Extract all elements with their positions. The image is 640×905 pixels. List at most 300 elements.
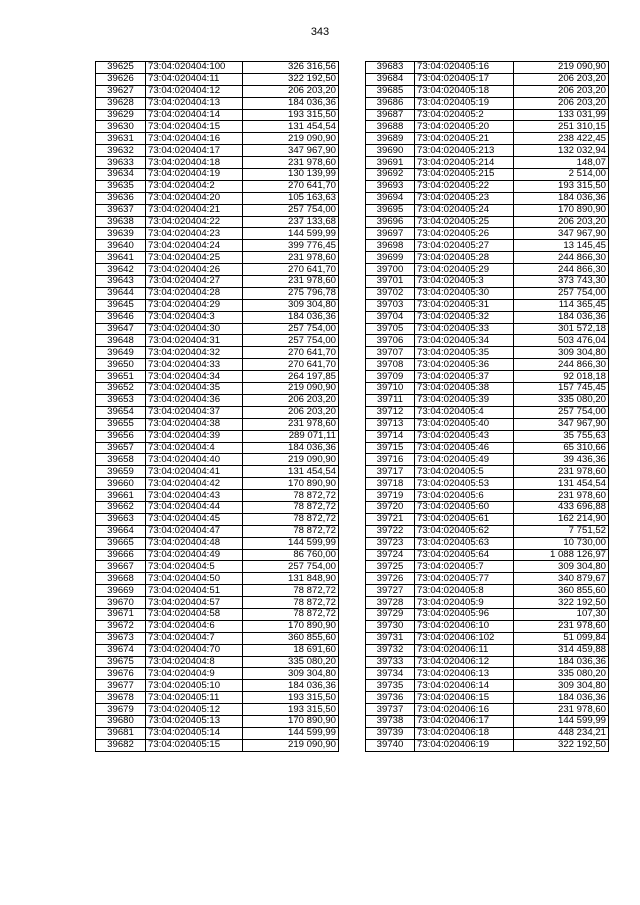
cadastral-value: 219 090,90 bbox=[514, 62, 609, 74]
row-number: 39662 bbox=[96, 501, 146, 513]
table-row bbox=[96, 680, 339, 692]
table-row bbox=[96, 371, 339, 383]
cadastral-value: 322 192,50 bbox=[514, 739, 609, 751]
row-number: 39644 bbox=[96, 287, 146, 299]
cadastral-number: 73:04:020405:35 bbox=[415, 347, 514, 359]
cadastral-number: 73:04:020405:34 bbox=[415, 335, 514, 347]
table-row bbox=[366, 513, 609, 525]
cadastral-number: 73:04:020405:15 bbox=[146, 739, 243, 751]
cadastral-number: 73:04:020406:17 bbox=[415, 715, 514, 727]
cadastral-number: 73:04:020404:47 bbox=[146, 525, 243, 537]
cadastral-number: 73:04:020405:11 bbox=[146, 692, 243, 704]
table-row bbox=[366, 299, 609, 311]
cadastral-value: 170 890,90 bbox=[243, 478, 339, 490]
table-row bbox=[96, 252, 339, 264]
cadastral-number: 73:04:020404:9 bbox=[146, 668, 243, 680]
cadastral-number: 73:04:020404:38 bbox=[146, 418, 243, 430]
cadastral-value: 131 454,54 bbox=[243, 466, 339, 478]
cadastral-value: 193 315,50 bbox=[243, 704, 339, 716]
table-row bbox=[96, 597, 339, 609]
row-number: 39680 bbox=[96, 715, 146, 727]
cadastral-value: 301 572,18 bbox=[514, 323, 609, 335]
cadastral-value: 51 099,84 bbox=[514, 632, 609, 644]
cadastral-number: 73:04:020405:5 bbox=[415, 466, 514, 478]
cadastral-number: 73:04:020404:49 bbox=[146, 549, 243, 561]
row-number: 39676 bbox=[96, 668, 146, 680]
row-number: 39653 bbox=[96, 394, 146, 406]
table-row bbox=[366, 264, 609, 276]
cadastral-number: 73:04:020405:64 bbox=[415, 549, 514, 561]
row-number: 39636 bbox=[96, 192, 146, 204]
cadastral-value: 257 754,00 bbox=[514, 287, 609, 299]
cadastral-number: 73:04:020405:25 bbox=[415, 216, 514, 228]
cadastral-table-left bbox=[95, 61, 339, 752]
cadastral-number: 73:04:020405:38 bbox=[415, 383, 514, 395]
cadastral-number: 73:04:020404:7 bbox=[146, 632, 243, 644]
cadastral-value: 92 018,18 bbox=[514, 371, 609, 383]
cadastral-value: 7 751,52 bbox=[514, 525, 609, 537]
row-number: 39708 bbox=[366, 359, 415, 371]
cadastral-value: 2 514,00 bbox=[514, 169, 609, 181]
table-row bbox=[96, 739, 339, 751]
row-number: 39740 bbox=[366, 739, 415, 751]
cadastral-value: 244 866,30 bbox=[514, 264, 609, 276]
cadastral-number: 73:04:020404:33 bbox=[146, 359, 243, 371]
row-number: 39629 bbox=[96, 109, 146, 121]
table-row bbox=[366, 406, 609, 418]
row-number: 39737 bbox=[366, 704, 415, 716]
cadastral-number: 73:04:020404:18 bbox=[146, 157, 243, 169]
table-row bbox=[96, 216, 339, 228]
cadastral-number: 73:04:020405:49 bbox=[415, 454, 514, 466]
row-number: 39714 bbox=[366, 430, 415, 442]
cadastral-value: 360 855,60 bbox=[514, 585, 609, 597]
cadastral-number: 73:04:020406:102 bbox=[415, 632, 514, 644]
cadastral-value: 347 967,90 bbox=[243, 145, 339, 157]
table-row bbox=[96, 668, 339, 680]
cadastral-value: 184 036,36 bbox=[514, 192, 609, 204]
row-number: 39697 bbox=[366, 228, 415, 240]
cadastral-number: 73:04:020405:43 bbox=[415, 430, 514, 442]
cadastral-value: 326 316,56 bbox=[243, 62, 339, 74]
table-row bbox=[366, 430, 609, 442]
cadastral-value: 309 304,80 bbox=[514, 347, 609, 359]
table-row bbox=[366, 561, 609, 573]
cadastral-number: 73:04:020405:213 bbox=[415, 145, 514, 157]
table-row bbox=[96, 145, 339, 157]
cadastral-number: 73:04:020405:33 bbox=[415, 323, 514, 335]
cadastral-value: 131 454,54 bbox=[243, 121, 339, 133]
row-number: 39626 bbox=[96, 73, 146, 85]
row-number: 39715 bbox=[366, 442, 415, 454]
table-row bbox=[366, 739, 609, 751]
table-row bbox=[366, 466, 609, 478]
cadastral-number: 73:04:020406:11 bbox=[415, 644, 514, 656]
table-row bbox=[96, 430, 339, 442]
table-row bbox=[96, 490, 339, 502]
cadastral-number: 73:04:020406:19 bbox=[415, 739, 514, 751]
row-number: 39646 bbox=[96, 311, 146, 323]
cadastral-number: 73:04:020405:3 bbox=[415, 276, 514, 288]
row-number: 39652 bbox=[96, 383, 146, 395]
row-number: 39696 bbox=[366, 216, 415, 228]
cadastral-number: 73:04:020405:23 bbox=[415, 192, 514, 204]
row-number: 39657 bbox=[96, 442, 146, 454]
row-number: 39699 bbox=[366, 252, 415, 264]
cadastral-number: 73:04:020405:14 bbox=[146, 727, 243, 739]
table-row bbox=[366, 204, 609, 216]
row-number: 39651 bbox=[96, 371, 146, 383]
cadastral-table-right bbox=[365, 61, 609, 752]
row-number: 39641 bbox=[96, 252, 146, 264]
cadastral-value: 335 080,20 bbox=[514, 668, 609, 680]
table-row bbox=[96, 73, 339, 85]
cadastral-value: 270 641,70 bbox=[243, 264, 339, 276]
row-number: 39639 bbox=[96, 228, 146, 240]
table-row bbox=[366, 240, 609, 252]
cadastral-value: 157 745,45 bbox=[514, 383, 609, 395]
cadastral-number: 73:04:020404:5 bbox=[146, 561, 243, 573]
row-number: 39667 bbox=[96, 561, 146, 573]
cadastral-value: 257 754,00 bbox=[243, 561, 339, 573]
cadastral-value: 206 203,20 bbox=[514, 216, 609, 228]
cadastral-number: 73:04:020404:27 bbox=[146, 276, 243, 288]
row-number: 39645 bbox=[96, 299, 146, 311]
row-number: 39727 bbox=[366, 585, 415, 597]
cadastral-number: 73:04:020404:51 bbox=[146, 585, 243, 597]
cadastral-value: 65 310,66 bbox=[514, 442, 609, 454]
table-row bbox=[366, 680, 609, 692]
table-row bbox=[366, 727, 609, 739]
cadastral-number: 73:04:020404:100 bbox=[146, 62, 243, 74]
row-number: 39659 bbox=[96, 466, 146, 478]
table-row bbox=[96, 157, 339, 169]
cadastral-number: 73:04:020405:29 bbox=[415, 264, 514, 276]
table-row bbox=[96, 133, 339, 145]
table-row bbox=[96, 466, 339, 478]
table-row bbox=[366, 537, 609, 549]
table-row bbox=[366, 85, 609, 97]
cadastral-number: 73:04:020405:62 bbox=[415, 525, 514, 537]
cadastral-value: 264 197,85 bbox=[243, 371, 339, 383]
table-row bbox=[366, 632, 609, 644]
cadastral-number: 73:04:020406:15 bbox=[415, 692, 514, 704]
table-row bbox=[366, 597, 609, 609]
table-row bbox=[366, 169, 609, 181]
cadastral-value: 270 641,70 bbox=[243, 347, 339, 359]
cadastral-value: 35 755,63 bbox=[514, 430, 609, 442]
cadastral-value: 503 476,04 bbox=[514, 335, 609, 347]
cadastral-number: 73:04:020405:53 bbox=[415, 478, 514, 490]
cadastral-number: 73:04:020405:31 bbox=[415, 299, 514, 311]
cadastral-value: 131 848,90 bbox=[243, 573, 339, 585]
cadastral-number: 73:04:020405:8 bbox=[415, 585, 514, 597]
row-number: 39722 bbox=[366, 525, 415, 537]
cadastral-value: 144 599,99 bbox=[243, 537, 339, 549]
table-row bbox=[96, 109, 339, 121]
row-number: 39700 bbox=[366, 264, 415, 276]
row-number: 39723 bbox=[366, 537, 415, 549]
row-number: 39677 bbox=[96, 680, 146, 692]
table-row bbox=[366, 644, 609, 656]
table-row bbox=[366, 549, 609, 561]
row-number: 39736 bbox=[366, 692, 415, 704]
cadastral-value: 251 310,15 bbox=[514, 121, 609, 133]
row-number: 39668 bbox=[96, 573, 146, 585]
cadastral-number: 73:04:020404:42 bbox=[146, 478, 243, 490]
cadastral-number: 73:04:020404:2 bbox=[146, 180, 243, 192]
table-row bbox=[96, 287, 339, 299]
cadastral-value: 322 192,50 bbox=[514, 597, 609, 609]
table-row bbox=[96, 561, 339, 573]
row-number: 39720 bbox=[366, 501, 415, 513]
row-number: 39674 bbox=[96, 644, 146, 656]
cadastral-value: 78 872,72 bbox=[243, 501, 339, 513]
cadastral-number: 73:04:020405:30 bbox=[415, 287, 514, 299]
table-row bbox=[366, 192, 609, 204]
cadastral-number: 73:04:020404:24 bbox=[146, 240, 243, 252]
row-number: 39698 bbox=[366, 240, 415, 252]
row-number: 39671 bbox=[96, 608, 146, 620]
table-row bbox=[96, 359, 339, 371]
cadastral-value: 133 031,99 bbox=[514, 109, 609, 121]
table-row bbox=[366, 490, 609, 502]
row-number: 39691 bbox=[366, 157, 415, 169]
row-number: 39655 bbox=[96, 418, 146, 430]
row-number: 39705 bbox=[366, 323, 415, 335]
row-number: 39735 bbox=[366, 680, 415, 692]
cadastral-value: 78 872,72 bbox=[243, 597, 339, 609]
cadastral-number: 73:04:020405:20 bbox=[415, 121, 514, 133]
cadastral-number: 73:04:020404:32 bbox=[146, 347, 243, 359]
table-row bbox=[366, 359, 609, 371]
table-row bbox=[366, 668, 609, 680]
cadastral-number: 73:04:020405:16 bbox=[415, 62, 514, 74]
table-row bbox=[96, 692, 339, 704]
cadastral-value: 193 315,50 bbox=[514, 180, 609, 192]
row-number: 39663 bbox=[96, 513, 146, 525]
cadastral-number: 73:04:020405:6 bbox=[415, 490, 514, 502]
table-row bbox=[96, 656, 339, 668]
cadastral-number: 73:04:020405:7 bbox=[415, 561, 514, 573]
table-row bbox=[366, 371, 609, 383]
cadastral-value: 184 036,36 bbox=[514, 656, 609, 668]
cadastral-value: 206 203,20 bbox=[243, 394, 339, 406]
page-number: 343 bbox=[310, 26, 330, 38]
cadastral-number: 73:04:020404:40 bbox=[146, 454, 243, 466]
row-number: 39692 bbox=[366, 169, 415, 181]
cadastral-number: 73:04:020404:4 bbox=[146, 442, 243, 454]
cadastral-number: 73:04:020404:29 bbox=[146, 299, 243, 311]
row-number: 39628 bbox=[96, 97, 146, 109]
row-number: 39627 bbox=[96, 85, 146, 97]
table-row bbox=[96, 585, 339, 597]
cadastral-value: 231 978,60 bbox=[243, 276, 339, 288]
cadastral-value: 309 304,80 bbox=[514, 680, 609, 692]
cadastral-number: 73:04:020405:77 bbox=[415, 573, 514, 585]
cadastral-value: 231 978,60 bbox=[514, 704, 609, 716]
row-number: 39683 bbox=[366, 62, 415, 74]
table-row bbox=[96, 192, 339, 204]
cadastral-value: 219 090,90 bbox=[243, 454, 339, 466]
cadastral-number: 73:04:020404:31 bbox=[146, 335, 243, 347]
table-row bbox=[366, 656, 609, 668]
table-row bbox=[96, 573, 339, 585]
cadastral-value: 231 978,60 bbox=[514, 490, 609, 502]
cadastral-number: 73:04:020404:20 bbox=[146, 192, 243, 204]
cadastral-number: 73:04:020406:16 bbox=[415, 704, 514, 716]
cadastral-value: 309 304,80 bbox=[243, 668, 339, 680]
row-number: 39649 bbox=[96, 347, 146, 359]
row-number: 39694 bbox=[366, 192, 415, 204]
cadastral-value: 206 203,20 bbox=[514, 73, 609, 85]
cadastral-value: 39 436,36 bbox=[514, 454, 609, 466]
cadastral-value: 340 879,67 bbox=[514, 573, 609, 585]
table-row bbox=[366, 252, 609, 264]
cadastral-number: 73:04:020404:34 bbox=[146, 371, 243, 383]
row-number: 39632 bbox=[96, 145, 146, 157]
table-row bbox=[96, 525, 339, 537]
cadastral-value: 237 133,68 bbox=[243, 216, 339, 228]
row-number: 39729 bbox=[366, 608, 415, 620]
table-row bbox=[366, 704, 609, 716]
table-row bbox=[96, 383, 339, 395]
row-number: 39710 bbox=[366, 383, 415, 395]
cadastral-number: 73:04:020404:37 bbox=[146, 406, 243, 418]
cadastral-value: 219 090,90 bbox=[243, 739, 339, 751]
table-row bbox=[366, 442, 609, 454]
cadastral-number: 73:04:020405:17 bbox=[415, 73, 514, 85]
cadastral-number: 73:04:020405:22 bbox=[415, 180, 514, 192]
row-number: 39679 bbox=[96, 704, 146, 716]
table-row bbox=[366, 454, 609, 466]
cadastral-value: 170 890,90 bbox=[243, 620, 339, 632]
row-number: 39686 bbox=[366, 97, 415, 109]
cadastral-value: 78 872,72 bbox=[243, 490, 339, 502]
cadastral-value: 114 365,45 bbox=[514, 299, 609, 311]
cadastral-value: 322 192,50 bbox=[243, 73, 339, 85]
cadastral-number: 73:04:020405:10 bbox=[146, 680, 243, 692]
table-row bbox=[366, 121, 609, 133]
table-row bbox=[96, 394, 339, 406]
cadastral-value: 13 145,45 bbox=[514, 240, 609, 252]
cadastral-number: 73:04:020404:28 bbox=[146, 287, 243, 299]
cadastral-number: 73:04:020404:70 bbox=[146, 644, 243, 656]
table-row bbox=[366, 394, 609, 406]
cadastral-value: 244 866,30 bbox=[514, 252, 609, 264]
table-row bbox=[96, 715, 339, 727]
cadastral-value: 132 032,94 bbox=[514, 145, 609, 157]
table-row bbox=[366, 180, 609, 192]
cadastral-value: 219 090,90 bbox=[243, 383, 339, 395]
cadastral-number: 73:04:020404:15 bbox=[146, 121, 243, 133]
row-number: 39724 bbox=[366, 549, 415, 561]
cadastral-value: 335 080,20 bbox=[514, 394, 609, 406]
cadastral-number: 73:04:020406:10 bbox=[415, 620, 514, 632]
cadastral-number: 73:04:020404:12 bbox=[146, 85, 243, 97]
cadastral-value: 144 599,99 bbox=[514, 715, 609, 727]
table-row bbox=[366, 501, 609, 513]
row-number: 39711 bbox=[366, 394, 415, 406]
cadastral-value: 433 696,88 bbox=[514, 501, 609, 513]
cadastral-number: 73:04:020404:44 bbox=[146, 501, 243, 513]
cadastral-number: 73:04:020404:45 bbox=[146, 513, 243, 525]
row-number: 39660 bbox=[96, 478, 146, 490]
cadastral-number: 73:04:020405:19 bbox=[415, 97, 514, 109]
cadastral-number: 73:04:020404:39 bbox=[146, 430, 243, 442]
row-number: 39661 bbox=[96, 490, 146, 502]
cadastral-value: 184 036,36 bbox=[243, 442, 339, 454]
cadastral-value: 148,07 bbox=[514, 157, 609, 169]
row-number: 39678 bbox=[96, 692, 146, 704]
table-row bbox=[366, 478, 609, 490]
cadastral-number: 73:04:020404:26 bbox=[146, 264, 243, 276]
table-row bbox=[366, 228, 609, 240]
cadastral-value: 170 890,90 bbox=[243, 715, 339, 727]
table-row bbox=[366, 62, 609, 74]
cadastral-value: 162 214,90 bbox=[514, 513, 609, 525]
table-row bbox=[96, 513, 339, 525]
row-number: 39733 bbox=[366, 656, 415, 668]
row-number: 39689 bbox=[366, 133, 415, 145]
row-number: 39672 bbox=[96, 620, 146, 632]
table-row bbox=[96, 62, 339, 74]
table-row bbox=[96, 608, 339, 620]
cadastral-number: 73:04:020405:32 bbox=[415, 311, 514, 323]
cadastral-number: 73:04:020405:9 bbox=[415, 597, 514, 609]
row-number: 39704 bbox=[366, 311, 415, 323]
table-row bbox=[96, 347, 339, 359]
row-number: 39642 bbox=[96, 264, 146, 276]
cadastral-value: 244 866,30 bbox=[514, 359, 609, 371]
row-number: 39706 bbox=[366, 335, 415, 347]
cadastral-number: 73:04:020405:18 bbox=[415, 85, 514, 97]
cadastral-value: 347 967,90 bbox=[514, 418, 609, 430]
cadastral-number: 73:04:020404:57 bbox=[146, 597, 243, 609]
cadastral-number: 73:04:020404:41 bbox=[146, 466, 243, 478]
row-number: 39739 bbox=[366, 727, 415, 739]
table-row bbox=[96, 311, 339, 323]
cadastral-number: 73:04:020404:50 bbox=[146, 573, 243, 585]
cadastral-value: 184 036,36 bbox=[514, 692, 609, 704]
cadastral-number: 73:04:020405:2 bbox=[415, 109, 514, 121]
table-row bbox=[96, 454, 339, 466]
cadastral-value: 231 978,60 bbox=[243, 252, 339, 264]
cadastral-value: 78 872,72 bbox=[243, 513, 339, 525]
row-number: 39681 bbox=[96, 727, 146, 739]
row-number: 39630 bbox=[96, 121, 146, 133]
cadastral-value: 10 730,00 bbox=[514, 537, 609, 549]
row-number: 39669 bbox=[96, 585, 146, 597]
row-number: 39631 bbox=[96, 133, 146, 145]
cadastral-value: 257 754,00 bbox=[243, 335, 339, 347]
cadastral-number: 73:04:020404:35 bbox=[146, 383, 243, 395]
row-number: 39726 bbox=[366, 573, 415, 585]
cadastral-value: 144 599,99 bbox=[243, 228, 339, 240]
row-number: 39709 bbox=[366, 371, 415, 383]
cadastral-value: 314 459,88 bbox=[514, 644, 609, 656]
cadastral-number: 73:04:020405:21 bbox=[415, 133, 514, 145]
cadastral-value: 193 315,50 bbox=[243, 109, 339, 121]
cadastral-value: 193 315,50 bbox=[243, 692, 339, 704]
row-number: 39670 bbox=[96, 597, 146, 609]
cadastral-number: 73:04:020404:22 bbox=[146, 216, 243, 228]
cadastral-number: 73:04:020404:8 bbox=[146, 656, 243, 668]
table-row bbox=[96, 240, 339, 252]
cadastral-value: 373 743,30 bbox=[514, 276, 609, 288]
row-number: 39713 bbox=[366, 418, 415, 430]
cadastral-value: 347 967,90 bbox=[514, 228, 609, 240]
